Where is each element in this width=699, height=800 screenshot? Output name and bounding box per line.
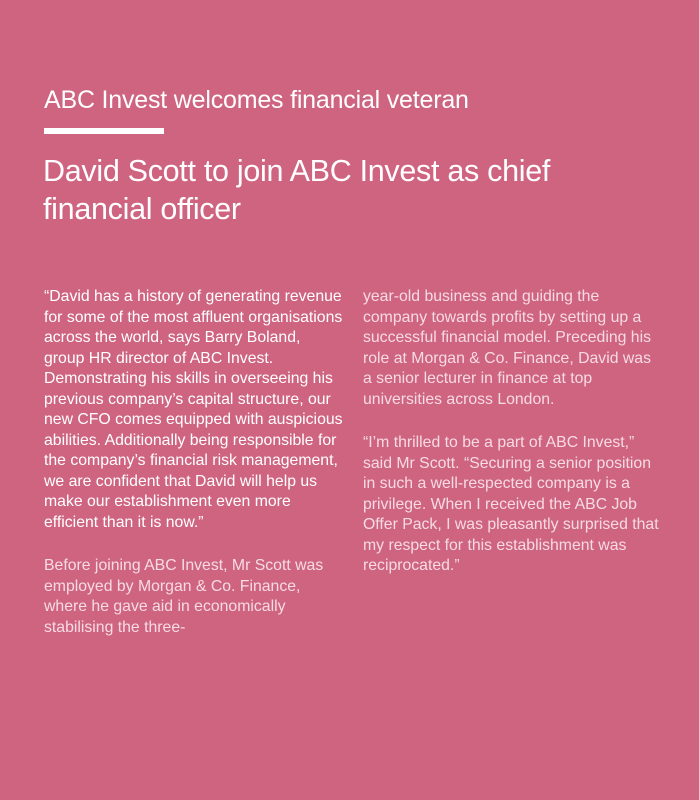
body-column-left	[44, 287, 344, 638]
accent-rule	[44, 128, 164, 134]
article-headline: David Scott to join ABC Invest as chief financial officer	[43, 154, 551, 226]
pull-quote-boland: “David has a history of generating revenue for some of the most affluent organisations across the world, says Barry Boland, group HR director of ABC Invest. Demonstrating his skills in overseeing his previous company’s capital structure, our new CFO comes equipped with auspicious abilities. Additionally being responsible for the company’s financial risk management, we are confident that David will help us make our establishment even more efficient than it is now.”	[44, 288, 343, 531]
body-paragraph-background: Before joining ABC Invest, Mr Scott was employed by Morgan & Co. Finance, where he gave aid in economically stabilising the three-	[44, 557, 324, 636]
body-column-right	[363, 287, 663, 577]
pull-quote-scott: “I’m thrilled to be a part of ABC Invest,” said Mr Scott. “Securing a senior position in such a well-respected company is a privilege. When I received the ABC Job Offer Pack, I was pleasantly surprised that my respect for this establishment was reciprocated.”	[363, 434, 659, 574]
article-kicker: ABC Invest welcomes financial veteran	[44, 86, 469, 114]
body-paragraph-continued: year-old business and guiding the company towards profits by setting up a successful financial model. Preceding his role at Morgan & Co. Finance, David was a senior lecturer in finance at top universities across London.	[363, 288, 652, 408]
